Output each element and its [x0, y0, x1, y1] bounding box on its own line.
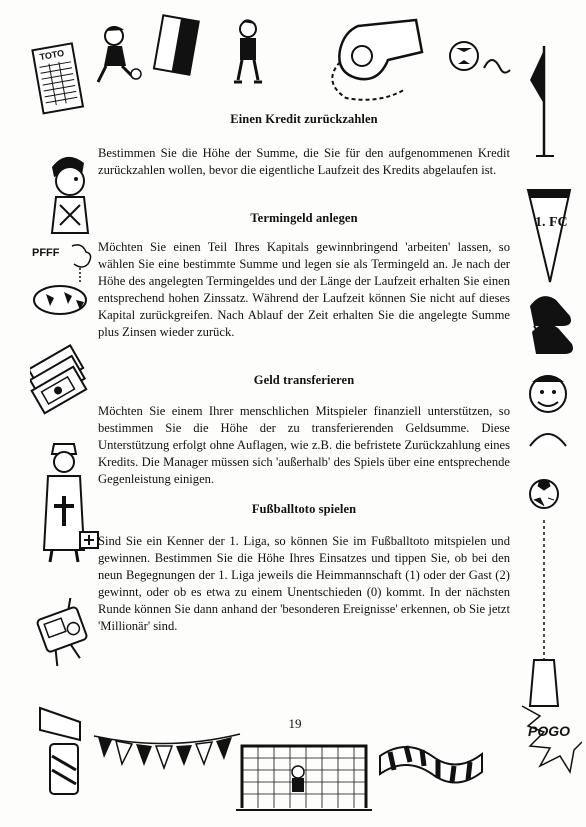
juggling-ball-illustration — [520, 474, 570, 514]
fan-pole-illustration — [524, 520, 564, 710]
nurse-medic-illustration — [40, 440, 102, 566]
section-kredit-zurueckzahlen — [98, 112, 510, 179]
section-title: Einen Kredit zurückzahlen — [230, 112, 378, 126]
pfff-text: PFFF — [32, 247, 60, 259]
fan-horn-illustration — [36, 700, 98, 800]
bunting-flags-illustration — [92, 724, 242, 786]
corner-flag-illustration — [522, 40, 562, 160]
referee-card-illustration — [150, 14, 202, 80]
toto-card-illustration — [30, 40, 90, 120]
section-geld-transferieren — [98, 373, 510, 488]
striped-scarf-illustration — [376, 736, 486, 794]
section-body: Bestimmen Sie die Höhe der Summe, die Sie für den aufgenommenen Kredit zurückzahlen wollen, bevor die eigentliche Laufzeit des Kredits abgelaufen ist. — [98, 146, 510, 177]
manual-content — [98, 112, 510, 635]
peeking-fan-illustration — [42, 145, 96, 237]
section-body: Sind Sie ein Kenner der 1. Liga, so können Sie im Fußballtoto mitspielen und gewinnen. Bestimmen Sie die Höhe Ihres Einsatzes und tippen Sie, ob bei den neun Begegnungen der 1. Liga jeweils die Heimmannschaft (1) oder der Gast (2) gewinnt, oder ob es etwa zu einem Unentschieden (0) kommt. In der nächsten Runde können Sie dann anhand der 'besonderen Ereignisse' erkennen, ob Sie jetzt 'Millionär' sind. — [98, 534, 510, 633]
pogo-text: POGO — [528, 723, 571, 739]
grinning-fan-illustration — [520, 368, 576, 452]
section-termingeld-anlegen — [98, 211, 510, 341]
standing-player-illustration — [228, 18, 268, 84]
money-stack-illustration — [30, 338, 96, 428]
page-number: 19 — [288, 716, 302, 731]
bouncing-ball-illustration — [446, 38, 516, 83]
section-title: Geld transferieren — [253, 373, 355, 387]
toto-card-text: TOTO — [38, 47, 65, 63]
deflated-ball-illustration — [30, 240, 100, 318]
section-fussballtoto-spielen — [98, 502, 510, 635]
football-boots-illustration — [522, 286, 580, 366]
goal-net-illustration — [236, 738, 372, 812]
club-pennant-illustration — [524, 186, 574, 286]
pogo-shout-illustration — [520, 696, 582, 776]
pennant-text: 1. FC — [535, 215, 568, 230]
section-title: Fußballtoto spielen — [251, 502, 357, 516]
kicking-player-illustration — [92, 22, 142, 87]
transistor-radio-illustration — [36, 598, 92, 666]
section-title: Termingeld anlegen — [250, 211, 358, 225]
whistle-illustration — [318, 12, 428, 104]
section-body: Möchten Sie einem Ihrer menschlichen Mitspieler finanziell unterstützen, so bestimmen Sie die Höhe der zu transferierenden Geldsumme. Diese Unterstützung erfolgt ohne Auflagen, wie z.B. die befristete Zurückzahlung eines Kredits. Die Manager müssen sich 'außerhalb' des Spiels über eine entsprechende Gegenleistung einigen. — [98, 404, 510, 486]
section-body: Möchten Sie einen Teil Ihres Kapitals gewinnbringend 'arbeiten' lassen, so wählen Sie eine bestimmte Summe und legen sie als Termingeld an. Je nach der Höhe des angelegten Termingeldes und der Länge der Laufzeit erhalten Sie einen entsprechend hohen Zinssatz. Während der Laufzeit können Sie nicht auf dieses Kapital zurückgreifen. Nach Ablauf der Zeit erhalten Sie die angelegte Summe plus Zinsen wieder zurück. — [98, 240, 510, 339]
